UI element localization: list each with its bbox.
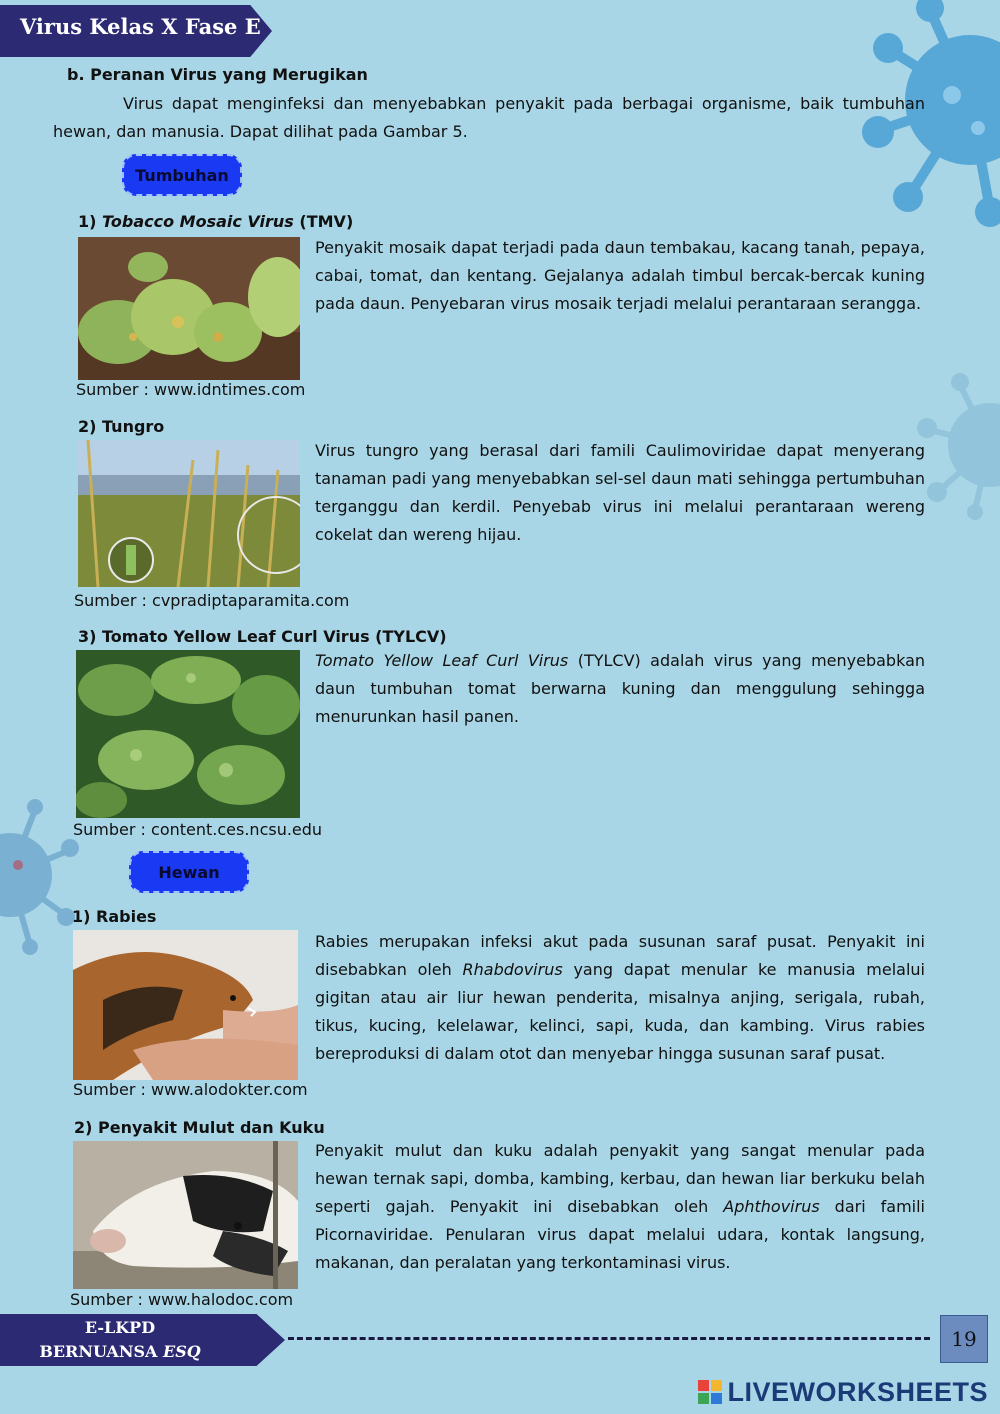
footer-line-2-a: BERNUANSA [39,1342,158,1361]
photo-foot-mouth-cow [73,1141,298,1289]
footer-dashed-line [288,1337,930,1340]
plant-3-description-italic: Tomato Yellow Leaf Curl Virus [315,651,569,670]
plant-1-title-rest: (TMV) [299,212,354,231]
animal-1-description-b: yang dapat menular ke manusia melalui gigitan atau air liur hewan penderita, misalnya anjing, serigala, rubah, tikus, kucing, kelelawar, kelinci, sapi, kuda, dan kambing. Virus rabies bereproduksi di dalam otot dan menyebar hingga susunan saraf pusat. [315,960,925,1063]
plant-1-source: Sumber : www.idntimes.com [76,380,306,399]
animal-2-description-a: Penyakit mulut dan kuku adalah penyakit yang sangat menular pada hewan ternak sapi, domba, kambing, kerbau, dan hewan liar berkuku belah seperti gajah. Penyakit ini disebabkan oleh [315,1141,925,1216]
badge-hewan: Hewan [129,851,249,893]
animal-1-description [315,928,925,1068]
animal-2-title: 2) Penyakit Mulut dan Kuku [74,1118,325,1137]
plant-2-source: Sumber : cvpradiptaparamita.com [74,591,350,610]
intro-paragraph [53,90,925,146]
photo-rabies-dog [73,930,298,1080]
footer-line-2 [0,1340,240,1364]
photo-tungro [78,440,300,587]
header-title: Virus Kelas X Fase E [20,14,261,39]
plant-3-title: 3) Tomato Yellow Leaf Curl Virus (TYLCV) [78,627,447,646]
plant-1-title-italic: Tobacco Mosaic Virus [102,212,294,231]
animal-1-title: 1) Rabies [72,907,157,926]
photo-tomato-leaf-curl [76,650,300,818]
plant-3-description [315,647,925,731]
animal-2-description [315,1137,925,1277]
footer-title [0,1316,240,1364]
animal-1-description-italic: Rhabdovirus [462,960,563,979]
footer-line-2-italic: ESQ [163,1342,201,1361]
photo-tobacco-mosaic [78,237,300,380]
plant-1-number: 1) [78,212,97,231]
animal-2-description-italic: Aphthovirus [723,1197,820,1216]
liveworksheets-text: LIVEWORKSHEETS [727,1376,988,1407]
plant-3-source: Sumber : content.ces.ncsu.edu [73,820,323,839]
animal-1-description-a: Rabies merupakan infeksi akut pada susunan saraf pusat. Penyakit ini disebabkan oleh [315,932,925,979]
plant-2-description: Virus tungro yang berasal dari famili Caulimoviridae dapat menyerang tanaman padi yang menyebabkan sel-sel daun mati sehingga pertumbuhan terganggu dan kerdil. Penyebab virus ini melalui perantaraan wereng cokelat dan wereng hijau. [315,441,925,544]
virus-decoration-left [0,795,80,955]
plant-1-description: Penyakit mosaik dapat terjadi pada daun tembakau, kacang tanah, pepaya, cabai, tomat, dan kentang. Gejalanya adalah timbul bercak-bercak kuning pada daun. Penyebaran virus mosaik terjadi melalui perantaraan serangga. [315,238,925,313]
intro-text: Virus dapat menginfeksi dan menyebabkan penyakit pada berbagai organisme, baik tumbuhan hewan, dan manusia. Dapat dilihat pada Gambar 5. [53,94,925,141]
animal-1-source: Sumber : www.alodokter.com [73,1080,308,1099]
plant-3-description-rest: (TYLCV) adalah virus yang menyebabkan daun tumbuhan tomat berwarna kuning dan menggulung sehingga menurunkan hasil panen. [315,651,926,726]
plant-2-title: 2) Tungro [78,417,165,436]
liveworksheets-icon [697,1379,723,1405]
animal-2-source: Sumber : www.halodoc.com [70,1290,294,1309]
animal-2-description-b: dari famili Picornaviridae. Penularan virus dapat melalui udara, kontak langsung, makanan, dan peralatan yang terkontaminasi virus. [315,1197,926,1272]
footer-line-1: E-LKPD [84,1318,156,1337]
section-heading: b. Peranan Virus yang Merugikan [67,65,368,84]
badge-tumbuhan: Tumbuhan [122,154,242,196]
plant-1-title [78,212,353,231]
liveworksheets-logo[interactable] [697,1376,988,1408]
page-number: 19 [940,1315,988,1363]
